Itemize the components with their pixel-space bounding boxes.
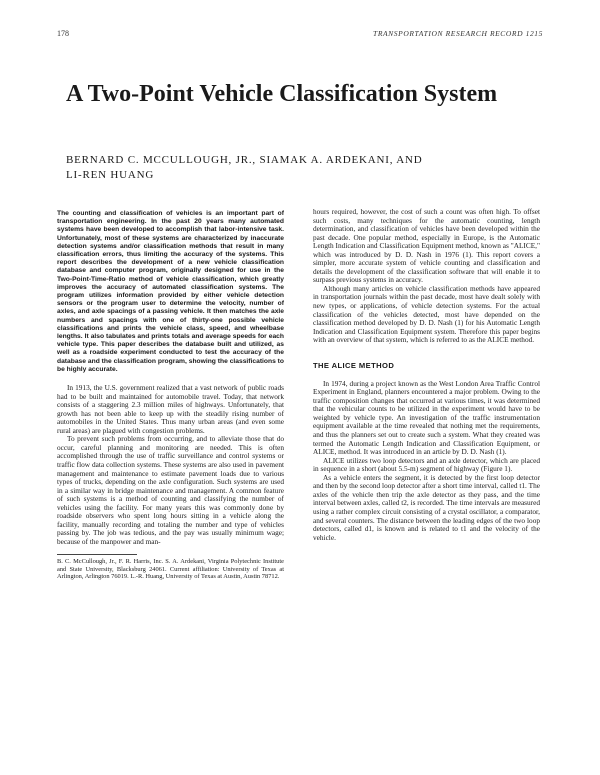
running-head: TRANSPORTATION RESEARCH RECORD 1215 [373,29,543,38]
abstract: The counting and classification of vehicles is an important part of transportation engineering. In the past 20 years many automated systems have been developed to accomplish that labor-intensive task. Unfortunately, most of these systems are characterized by inaccurate detection systems and/or classification methods that result in many classification errors, thus limiting the accuracy of the systems. This report describes the development of a new vehicle classification database and computer program, originally designed for use in the Two-Point-Time-Ratio method of vehicle classification, which greatly improves the accuracy of automated classification systems. The program utilizes information provided by either vehicle detection sensors or the program user to determine the velocity, number of axles, and axle spacings of a passing vehicle. It then matches the axle numbers and spacings with one of thirty-one possible vehicle classifications and prints the vehicle class, speed, and wheelbase lengths. It also tabulates and prints totals and average speeds for each vehicle type. This paper describes the database built and utilized, as well as a roadside experiment conducted to test the accuracy of the database and the classification program, showing the classifications to be highly accurate. [57,210,284,373]
author-line-2: LI-REN HUANG [66,169,155,181]
author-list [66,153,536,183]
left-column [57,210,284,581]
paper-title: A Two-Point Vehicle Classification System [66,81,498,107]
author-line-1: BERNARD C. MCCULLOUGH, JR., SIAMAK A. ARDEKANI, AND [66,154,423,166]
body-paragraph: hours required, however, the cost of such a count was often high. To offset such costs, many techniques for the automatic counting, length determination, and classification of vehicles have been developed within the past decade. One popular method, especially in Europe, is the Automatic Length Indication and Classification Equipment method, known as "ALICE," which was introduced by D. D. Nash in 1976 (1). This report covers a simpler, more accurate system of vehicle counting and classification and details the development of the classification software that will enable it to surpass previous systems in accuracy. [313,207,540,285]
section-heading: THE ALICE METHOD [313,360,395,370]
body-paragraph: As a vehicle enters the segment, it is detected by the first loop detector and then by the second loop detector after a short time interval, called t1. The axles of the vehicle then trip the axle detector as they pass, and the time interval between axles, called t2, is recorded. The time intervals are measured using a rather complex circuit consisting of a crystal oscillator, a comparator, and several counters. The distance between the leading edges of the two loop detectors, called d1, is known and is related to t1 and the velocity of the vehicle. [313,472,540,542]
body-paragraph: ALICE utilizes two loop detectors and an axle detector, which are placed in sequence in a short (about 5.5-m) segment of highway (Figure 1). [313,455,540,474]
author-affiliation: B. C. McCullough, Jr., F. R. Harris, Inc. S. A. Ardekani, Virginia Polytechnic Institute and State University, Blacksburg 24061. Current affiliation: University of Texas at Arlington, Arlington 76019. L.-R. Huang, University of Texas at Austin, Austin 78712. [57,558,284,581]
page-number: 178 [57,29,69,38]
body-paragraph: In 1974, during a project known as the West London Area Traffic Control Experiment in England, planners encountered a major problem. Owing to the traffic composition changes that occurred at various times, it was determined that the vehicular counts to be utilized in the experiment would have to be weighted by vehicle type. An investigation of the traffic instrumentation equipment available at the time revealed that nothing met the requirements, and thus the planners set out to create such a system. What they created was termed the Automatic Length Indication and Classification Equipment, or ALICE, method. It was introduced in an article by D. D. Nash (1). [313,378,540,457]
body-paragraph: To prevent such problems from occurring, and to alleviate those that do occur, careful planning and monitoring are needed. This is often accomplished through the use of traffic surveillance and control systems or traffic flow data collection systems. These systems are also used in pavement management and maintenance to estimate pavement loads due to various types of trucks, depending on the axle configuration. Such systems are used in a similar way in bridge maintenance and management. A common feature of such systems is a method of counting and classifying the number of vehicles using the facility. For many years this was commonly done by roadside observers who spent long hours sitting in a vehicle along the facility, manually recording and totaling the number and type of vehicles passing by. The job was tedious, and the pay was usually minimum wage; because of the manpower and man- [57,434,284,546]
body-paragraph: Although many articles on vehicle classification methods have appeared in transportation journals within the past decade, most have dealt solely with new types, or applications, of vehicle detection systems. For the actual classification of the vehicles detected, most have depended on the classification method developed by D. D. Nash (1) for his Automatic Length Indication and Classification Equipment system. Therefore this paper begins with an overview of that system, which is referred to as the ALICE method. [313,283,540,345]
body-paragraph: In 1913, the U.S. government realized that a vast network of public roads had to be built and maintained for automobile travel. Today, that network consists of a staggering 2.3 million miles of highways. Unfortunately, that growth has not been able to keep up with the steadily rising number of automobiles in the United States. Thus many urban areas (and even some rural areas) are plagued with congestion problems. [57,383,284,435]
right-column [313,208,540,542]
footnote-divider [57,554,137,555]
